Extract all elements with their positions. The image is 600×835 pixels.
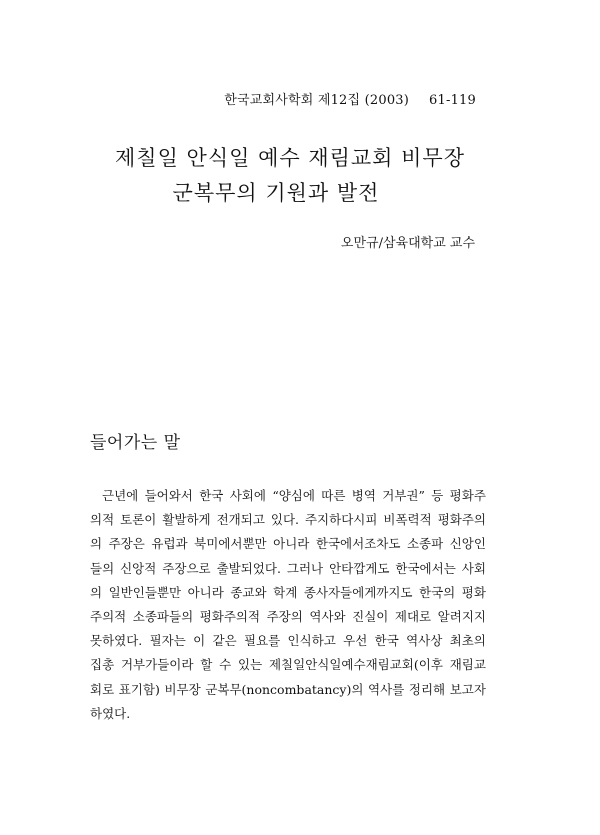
body-line: 근년에 들어와서 한국 사회에 “양심에 따른 병역 거부권” 등 평화주 — [102, 488, 486, 503]
paper-title-line-1: 제칠일 안식일 예수 재림교회 비무장 — [115, 146, 465, 170]
body-line: 의적 토론이 활발하게 전개되고 있다. 주지하다시피 비폭력적 평화주의 — [90, 512, 486, 528]
page-range: 61-119 — [429, 93, 476, 108]
author-affiliation: 오만규/삼육대학교 교수 — [340, 236, 475, 251]
body-line: 집총 거부가들이라 할 수 있는 제칠일안식일예수재림교회(이후 재림교 — [90, 657, 486, 673]
body-line: 들의 신앙적 주장으로 출발되었다. 그러나 안타깝게도 한국에서는 사회 — [90, 560, 486, 576]
paper-title-line-2: 군복무의 기원과 발전 — [172, 181, 380, 205]
body-paragraph — [90, 484, 486, 726]
body-line: 주의적 소종파들의 평화주의적 주장의 역사와 진실이 제대로 알려지지 — [90, 608, 486, 624]
body-line: 회로 표기함) 비무장 군복무(noncombatancy)의 역사를 정리해 보고자 — [90, 681, 486, 697]
journal-header — [224, 89, 476, 108]
body-line: 의 일반인들뿐만 아니라 종교와 학계 종사자들에게까지도 한국의 평화 — [90, 584, 486, 600]
journal-name: 한국교회사학회 제12집 (2003) — [224, 93, 410, 108]
section-heading: 들어가는 말 — [90, 433, 181, 453]
body-line: 하였다. — [90, 705, 131, 721]
body-line: 못하였다. 필자는 이 같은 필요를 인식하고 우선 한국 역사상 최초의 — [90, 633, 486, 649]
body-line: 의 주장은 유럽과 북미에서뿐만 아니라 한국에서조차도 소종파 신앙인 — [90, 536, 486, 552]
